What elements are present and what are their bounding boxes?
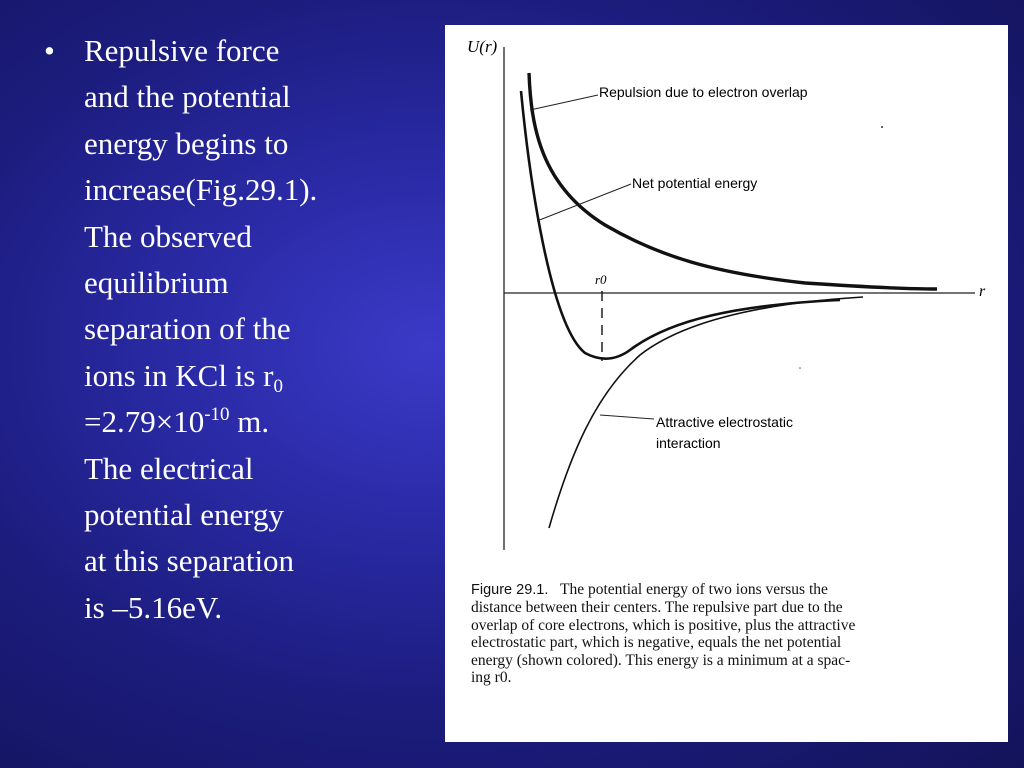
net-potential-curve [521,91,840,359]
x-axis-label: r [979,283,986,300]
caption-line: electrostatic part, which is negative, equals the net potential [471,634,842,652]
net-potential-label: Net potential energy [632,175,758,191]
text-line: at this separation [84,543,295,579]
text-line: potential energy [84,497,285,533]
caption-line [471,581,991,599]
caption-line: ing r0. [471,669,512,687]
speck [799,367,801,369]
attractive-label-line1: Attractive electrostatic [656,414,793,430]
figure-panel [445,25,1008,742]
text-fragment: ions in KCl is r [84,357,274,393]
text-line: is –5.16eV. [84,589,223,625]
caption-line: distance between their centers. The repulsive part due to the [471,599,843,617]
y-axis-label: U(r) [467,37,498,56]
text-line: separation of the [84,311,291,347]
leader-line [530,95,598,110]
caption-line: overlap of core electrons, which is positive, plus the attractive [471,616,856,634]
figure-caption [471,581,991,686]
text-line [84,399,404,445]
leader-line [537,184,631,221]
text-fragment: m. [229,404,270,440]
bullet-text [84,28,404,631]
text-line: increase(Fig.29.1). [84,172,318,208]
text-line: energy begins to [84,125,289,161]
text-line: and the potential [84,79,291,115]
attractive-label-line2: interaction [656,435,721,451]
text-fragment: =2.79×10 [84,404,205,440]
r0-label: r0 [595,272,607,287]
text-line [84,353,404,399]
repulsion-label: Repulsion due to electron overlap [599,84,808,100]
leader-line [600,415,654,419]
slide-text [44,28,404,631]
caption-line: energy (shown colored). This energy is a minimum at a spac- [471,651,851,669]
text-line: The observed [84,218,252,254]
superscript: -10 [204,404,230,426]
speck [881,126,883,128]
text-line: Repulsive force [84,33,280,68]
caption-heading: Figure 29.1. [471,582,549,598]
text-line: equilibrium [84,265,229,301]
caption-text: The potential energy of two ions versus the [560,581,828,598]
text-line: The electrical [84,450,254,486]
subscript: 0 [273,375,283,397]
bullet-marker: • [44,33,55,68]
attractive-curve [549,297,863,528]
